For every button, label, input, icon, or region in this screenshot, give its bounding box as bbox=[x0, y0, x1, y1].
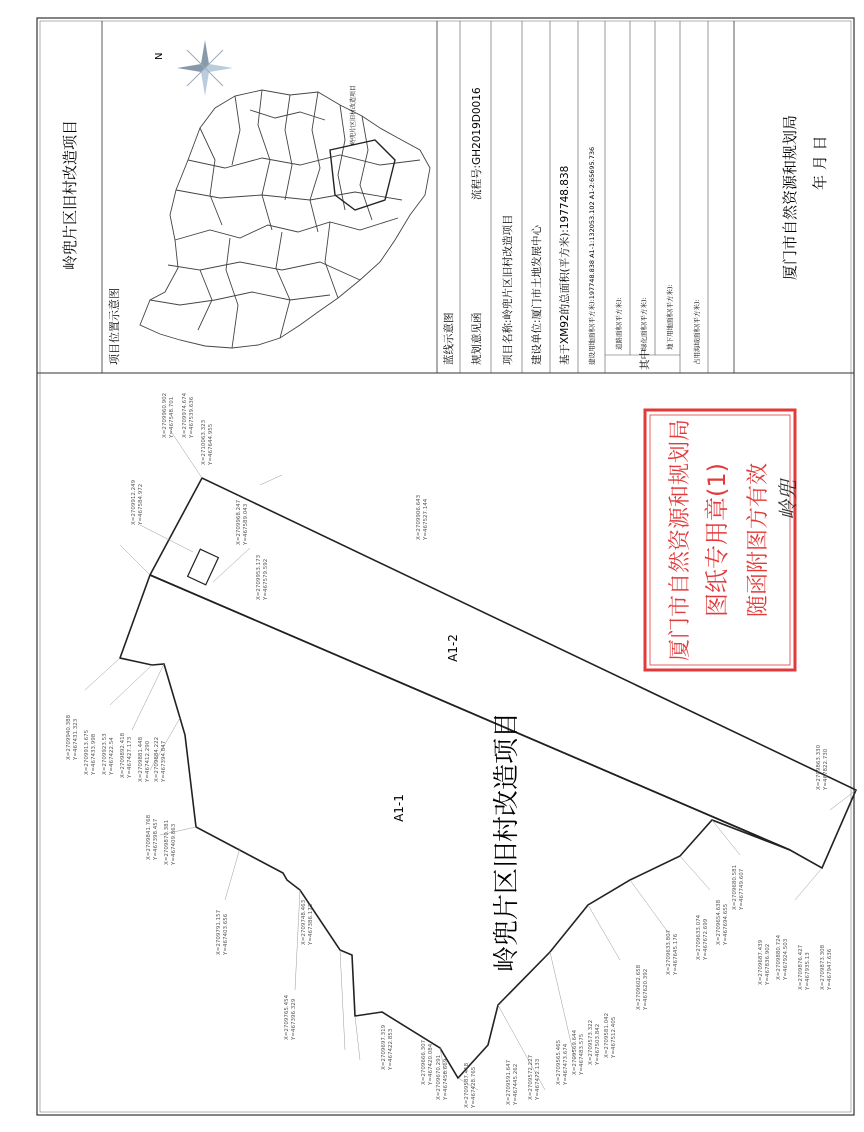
map-callout: 岭兜片区旧村改造项目 bbox=[350, 84, 357, 145]
stamp-line-2: 图纸专用章(1) bbox=[703, 463, 731, 617]
coord-y-36: Y=467822.730 bbox=[823, 748, 829, 790]
coord-y-14: Y=467403.656 bbox=[223, 913, 229, 955]
builder: 建设单位:厦门市土地发展中心 bbox=[531, 224, 543, 365]
north-arrow-icon bbox=[177, 40, 233, 96]
coord-y-5: Y=467527.144 bbox=[423, 498, 429, 540]
total-area: 基于XM92的总面积(平方米):197748.838 bbox=[559, 165, 571, 365]
coord-x-18: X=2709666.307 bbox=[421, 1039, 427, 1085]
coord-x-33: X=2709880.724 bbox=[776, 934, 782, 980]
coord-x-21: X=2709591.647 bbox=[506, 1059, 512, 1105]
sea-area: 占用海域面积(平方米): bbox=[693, 299, 701, 365]
north-label: N bbox=[154, 52, 165, 60]
coord-y-10: Y=467412.290 bbox=[145, 740, 151, 782]
coord-y-8: Y=467422.54 bbox=[109, 737, 115, 775]
coord-x-2: X=2709968.247 bbox=[236, 499, 242, 545]
coord-x-7: X=2709913.675 bbox=[84, 729, 90, 775]
coord-x-13: X=2709870.381 bbox=[164, 819, 170, 865]
coord-x-28: X=2709633.807 bbox=[666, 929, 672, 975]
coord-y-35: Y=467947.636 bbox=[827, 948, 833, 990]
coord-x-20: X=2709587.418 bbox=[464, 1062, 470, 1108]
coord-y-21: Y=467445.262 bbox=[513, 1063, 519, 1105]
sheet-title: 岭兜片区旧村改造项目 bbox=[61, 119, 79, 271]
coord-y-17: Y=467422.853 bbox=[388, 1028, 394, 1070]
coord-x-19: X=2709670.291 bbox=[436, 1054, 442, 1100]
outer-border bbox=[37, 18, 854, 1115]
coord-x-9: X=2709892.418 bbox=[120, 732, 126, 778]
road-area: 道路面积(平方米): bbox=[615, 297, 623, 350]
coord-x-6: X=2709940.388 bbox=[66, 714, 72, 760]
coord-y-11: Y=467394.847 bbox=[161, 740, 167, 782]
coord-y-37: Y=467644.955 bbox=[208, 423, 214, 465]
coord-y-3: Y=467584.972 bbox=[138, 483, 144, 525]
coord-x-32: X=2709687.439 bbox=[758, 939, 764, 985]
coord-y-12: Y=467398.457 bbox=[153, 818, 159, 860]
doc-type: 规划意见函 bbox=[471, 312, 483, 365]
land-area: 建设用地面积(平方米):197748.838 A1-1:132053.102 A1-2:65695.736 bbox=[588, 146, 596, 365]
official-stamp bbox=[645, 410, 795, 670]
coord-y-1: Y=467539.636 bbox=[189, 396, 195, 438]
location-map bbox=[140, 90, 430, 348]
coord-y-27: Y=467620.392 bbox=[643, 968, 649, 1010]
coord-y-7: Y=467433.998 bbox=[91, 733, 97, 775]
coord-y-18: Y=467420.084 bbox=[428, 1043, 434, 1085]
coord-y-19: Y=467458.669 bbox=[443, 1058, 449, 1100]
coord-x-5: X=2709906.643 bbox=[416, 494, 422, 540]
parcel-a1-2-label: A1-2 bbox=[446, 634, 460, 662]
coord-x-23: X=2709565.465 bbox=[556, 1039, 562, 1085]
parcel-a1-1-label: A1-1 bbox=[392, 794, 406, 822]
flow-number: 流程号:GH2019D0016 bbox=[471, 87, 483, 200]
coord-y-20: Y=467428.765 bbox=[471, 1066, 477, 1108]
authority-name: 厦门市自然资源和规划局 bbox=[781, 114, 799, 280]
coord-y-22: Y=467472.133 bbox=[535, 1058, 541, 1100]
coord-x-15: X=2709748.463 bbox=[301, 899, 307, 945]
date-line: 年 月 日 bbox=[811, 135, 829, 190]
coord-y-0: Y=467548.701 bbox=[169, 396, 175, 438]
coord-y-32: Y=467836.902 bbox=[765, 943, 771, 985]
stamp-line-1: 厦门市自然资源和规划局 bbox=[668, 418, 693, 662]
coord-x-10: X=2709881.448 bbox=[138, 736, 144, 782]
coord-x-34: X=2709876.427 bbox=[798, 944, 804, 990]
green-area: 绿化面积(平方米): bbox=[640, 297, 648, 350]
coord-x-31: X=2709680.581 bbox=[732, 864, 738, 910]
coord-y-29: Y=467672.699 bbox=[703, 918, 709, 960]
scope-label: 蓝线示意图 bbox=[443, 312, 455, 365]
project-name: 项目名称:岭兜片区旧村改造项目 bbox=[502, 214, 514, 365]
underground-area: 地下用地面积(平方米): bbox=[666, 284, 674, 350]
coord-x-37: X=2710063.323 bbox=[201, 419, 207, 465]
coord-x-24: X=2709569.644 bbox=[572, 1029, 578, 1075]
coord-x-29: X=2709633.074 bbox=[696, 914, 702, 960]
coord-x-14: X=2709791.157 bbox=[216, 909, 222, 955]
coord-y-4: Y=467579.592 bbox=[263, 558, 269, 600]
coord-y-34: Y=467935.13 bbox=[805, 952, 811, 990]
coord-x-35: X=2709873.308 bbox=[820, 944, 826, 990]
stamp-line-3: 随函附图方有效 bbox=[746, 462, 771, 618]
coord-y-23: Y=467473.674 bbox=[563, 1043, 569, 1085]
coord-y-25: Y=467503.842 bbox=[595, 1023, 601, 1065]
coordinate-leaders bbox=[85, 430, 856, 1090]
coord-x-0: X=2709960.902 bbox=[162, 392, 168, 438]
coord-y-6: Y=467431.323 bbox=[73, 718, 79, 760]
location-map-label: 项目位置示意图 bbox=[108, 288, 121, 365]
coord-x-27: X=2709602.658 bbox=[636, 964, 642, 1010]
coord-y-28: Y=467645.176 bbox=[673, 933, 679, 975]
coord-y-9: Y=467427.173 bbox=[127, 736, 133, 778]
coord-x-12: X=2709841.768 bbox=[146, 814, 152, 860]
coord-x-30: X=2709654.638 bbox=[716, 899, 722, 945]
building-footprint bbox=[188, 549, 219, 585]
coord-y-30: Y=467694.655 bbox=[723, 903, 729, 945]
coord-x-25: X=2709573.322 bbox=[588, 1019, 594, 1065]
coord-y-2: Y=467589.043 bbox=[243, 503, 249, 545]
coord-x-8: X=2709923.53 bbox=[102, 733, 108, 775]
coord-y-26: Y=467512.405 bbox=[611, 1016, 617, 1058]
coord-x-36: X=2709863.330 bbox=[816, 744, 822, 790]
plan-project-title: 岭兜片区旧村改造项目 bbox=[492, 711, 522, 973]
coord-x-3: X=2709912.249 bbox=[131, 479, 137, 525]
coord-x-16: X=2709765.454 bbox=[284, 994, 290, 1040]
handwritten-signature: 岭兜 bbox=[776, 480, 800, 520]
of-which-label: 其中 bbox=[639, 349, 651, 370]
coord-y-31: Y=467749.607 bbox=[739, 868, 745, 910]
coord-y-13: Y=467409.863 bbox=[171, 823, 177, 865]
coord-x-17: X=2709697.319 bbox=[381, 1024, 387, 1070]
coord-y-16: Y=467396.329 bbox=[291, 998, 297, 1040]
coord-x-22: X=2709572.227 bbox=[528, 1054, 534, 1100]
coord-x-1: X=2709974.674 bbox=[182, 392, 188, 438]
coord-x-4: X=2709953.173 bbox=[256, 554, 262, 600]
coord-y-33: Y=467924.503 bbox=[783, 938, 789, 980]
coord-x-26: X=2709581.042 bbox=[604, 1012, 610, 1058]
coord-y-15: Y=467386.173 bbox=[308, 903, 314, 945]
coord-y-24: Y=467483.575 bbox=[579, 1033, 585, 1075]
coord-x-11: X=2709884.222 bbox=[154, 736, 160, 782]
